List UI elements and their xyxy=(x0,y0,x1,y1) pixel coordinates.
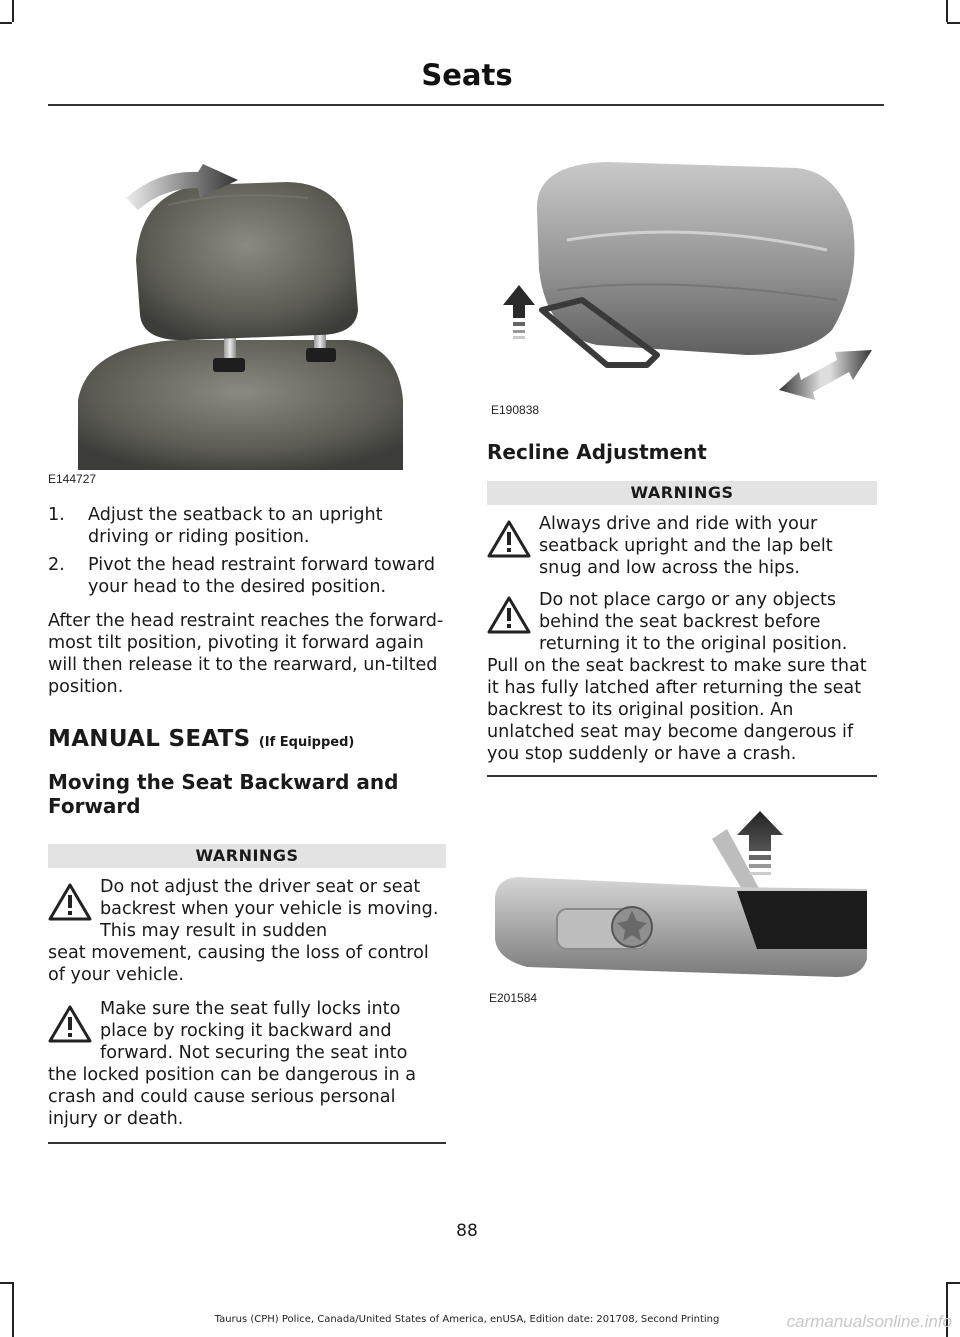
after-paragraph: After the head restraint reaches the forward-most tilt position, pivoting it forward again will then release it to the rearward, un-tilted position. xyxy=(48,611,444,697)
warnings-header: WARNINGS xyxy=(48,844,446,868)
section-heading xyxy=(48,726,446,752)
crop-mark-top-right-h xyxy=(947,22,960,24)
warning-text-continued: the locked position can be dangerous in a crash and could cause serious personal injury or death. xyxy=(48,1065,417,1129)
warning-text: Do not adjust the driver seat or seat backrest when your vehicle is moving. This may result in sudden xyxy=(100,877,439,941)
section-heading-text: MANUAL SEATS xyxy=(48,726,251,752)
warnings-header: WARNINGS xyxy=(487,481,877,505)
seat-cushion-illustration xyxy=(487,150,877,400)
warning-item xyxy=(487,589,877,765)
list-item xyxy=(48,554,446,598)
warning-triangle-icon xyxy=(48,1004,92,1044)
crop-mark-bottom-left-h xyxy=(0,1282,12,1284)
warning-text: Always drive and ride with your seatback upright and the lap belt snug and low across the hips. xyxy=(539,514,833,578)
crop-mark-bottom-left-v xyxy=(12,1282,14,1337)
step-number: 1. xyxy=(48,505,65,525)
head-restraint-figure xyxy=(48,150,446,486)
list-item xyxy=(48,504,446,548)
crop-mark-top-right-v xyxy=(946,0,948,22)
subsection-heading: Moving the Seat Backward and Forward xyxy=(48,770,399,818)
warning-text: Make sure the seat fully locks into place by rocking it backward and forward. Not securing the seat into xyxy=(100,999,408,1063)
seat-side-figure xyxy=(487,809,877,1005)
watermark: carmanualsonline.info xyxy=(786,1312,952,1331)
warning-item xyxy=(48,876,446,986)
left-column xyxy=(48,150,446,1144)
seat-cushion-figure xyxy=(487,150,877,417)
step-number: 2. xyxy=(48,555,65,575)
step-text: Adjust the seatback to an upright driving or riding position. xyxy=(88,505,383,547)
warning-text-continued: Pull on the seat backrest to make sure that it has fully latched after returning the seat backrest to its original position. An unlatched seat may become dangerous if you stop suddenly or have a crash. xyxy=(487,656,867,764)
crop-mark-bottom-right-h xyxy=(947,1282,960,1284)
right-column xyxy=(487,150,877,1005)
warnings-end-rule xyxy=(48,1142,446,1144)
warning-item xyxy=(487,513,877,579)
warning-text-continued: seat movement, causing the loss of control of your vehicle. xyxy=(48,943,429,985)
figure-code: E190838 xyxy=(491,403,540,417)
step-text: Pivot the head restraint forward toward your head to the desired position. xyxy=(88,555,436,597)
head-restraint-illustration xyxy=(48,150,446,472)
warnings-end-rule xyxy=(487,775,877,777)
equipped-note: (If Equipped) xyxy=(258,735,355,750)
steps-list xyxy=(48,504,446,598)
warning-item xyxy=(48,998,446,1130)
subsection-heading: Recline Adjustment xyxy=(487,440,707,464)
warning-triangle-icon xyxy=(487,595,531,635)
seat-side-illustration xyxy=(487,809,877,989)
warning-text: Do not place cargo or any objects behind the seat backrest before returning it to the original position. xyxy=(539,590,848,654)
page-number: 88 xyxy=(456,1221,478,1241)
warning-triangle-icon xyxy=(48,882,92,922)
page-header-title: Seats xyxy=(421,58,513,92)
figure-code: E201584 xyxy=(489,990,538,1005)
warning-triangle-icon xyxy=(487,519,531,559)
edition-line: Taurus (CPH) Police, Canada/United States of America, enUSA, Edition date: 201708, Second Printing xyxy=(214,1314,720,1325)
figure-code: E144727 xyxy=(48,472,97,486)
crop-mark-top-left-v xyxy=(12,0,14,22)
header-rule xyxy=(48,104,884,106)
crop-mark-top-left-h xyxy=(0,22,12,24)
